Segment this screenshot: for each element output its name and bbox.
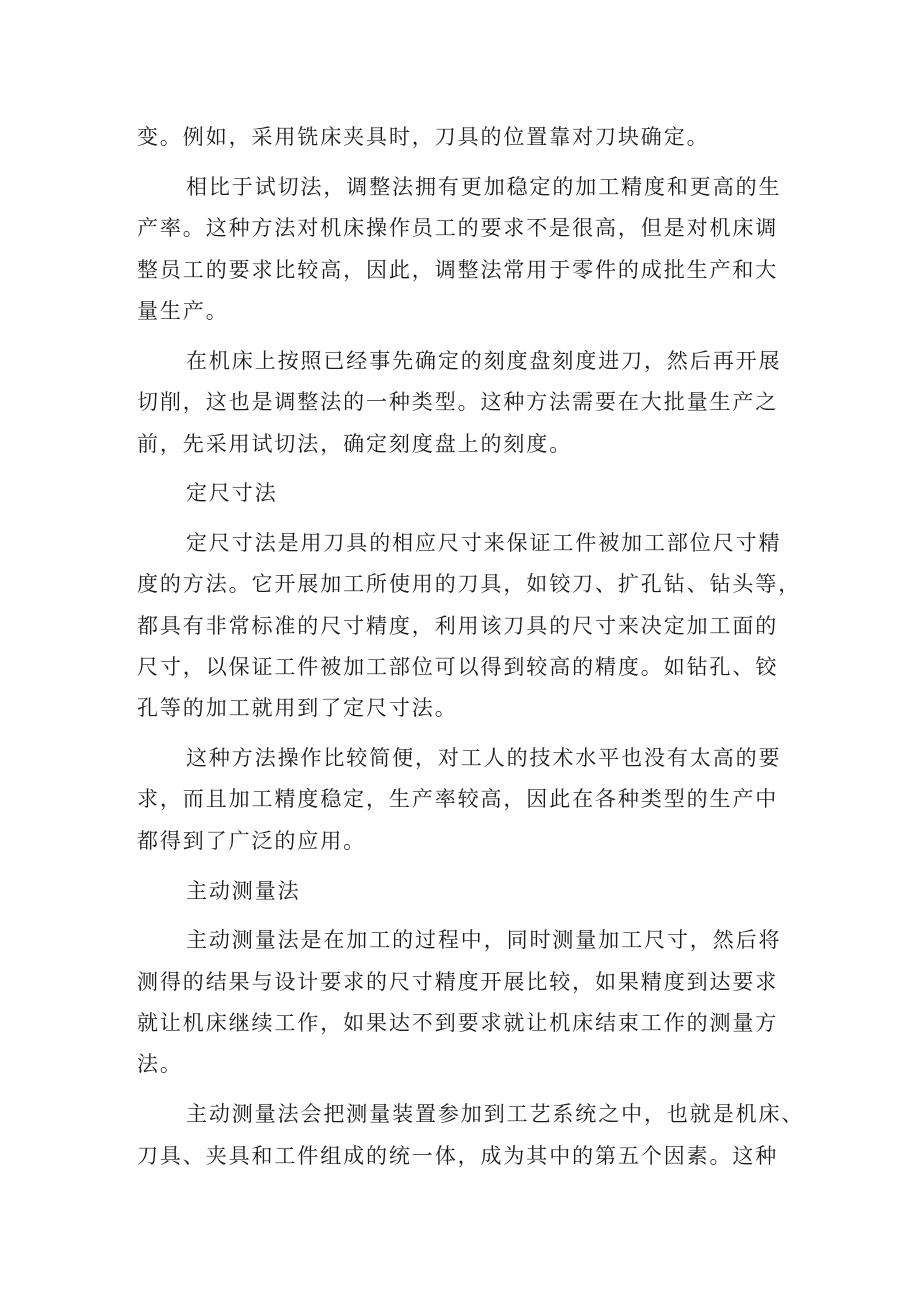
section-heading: 主动测量法 <box>186 879 301 903</box>
section-heading: 定尺寸法 <box>186 481 278 505</box>
paragraph-first-line: 这种方法操作比较简便，对工人的技术水平也没有太高的要 <box>186 746 782 770</box>
paragraph-first-line: 主动测量法会把测量装置参加到工艺系统之中，也就是机床、 <box>186 1102 805 1126</box>
text-line: 整员工的要求比较高，因此，调整法常用于零件的成批生产和大 <box>137 258 779 282</box>
paragraph-first-line: 定尺寸法是用刀具的相应尺寸来保证工件被加工部位尺寸精 <box>186 531 782 555</box>
text-line: 都具有非常标准的尺寸精度，利用该刀具的尺寸来决定加工面的 <box>137 614 779 638</box>
text-line: 尺寸，以保证工件被加工部位可以得到较高的精度。如钻孔、铰 <box>137 655 779 679</box>
text-line: 量生产。 <box>137 299 229 323</box>
paragraph-first-line: 主动测量法是在加工的过程中，同时测量加工尺寸，然后将 <box>186 928 782 952</box>
text-line: 刀具、夹具和工件组成的统一体，成为其中的第五个因素。这种 <box>137 1144 779 1168</box>
paragraph-first-line: 在机床上按照已经事先确定的刻度盘刻度进刀，然后再开展 <box>186 349 782 373</box>
text-line: 切削，这也是调整法的一种类型。这种方法需要在大批量生产之 <box>137 390 779 414</box>
text-line: 变。例如，采用铣床夹具时，刀具的位置靠对刀块确定。 <box>137 125 710 149</box>
paragraph-first-line: 相比于试切法，调整法拥有更加稳定的加工精度和更高的生 <box>186 175 782 199</box>
text-line: 就让机床继续工作，如果达不到要求就让机床结束工作的测量方 <box>137 1011 779 1035</box>
text-line: 产率。这种方法对机床操作员工的要求不是很高，但是对机床调 <box>137 216 779 240</box>
text-line: 前，先采用试切法，确定刻度盘上的刻度。 <box>137 432 573 456</box>
text-line: 求，而且加工精度稳定，生产率较高，因此在各种类型的生产中 <box>137 787 779 811</box>
text-line: 孔等的加工就用到了定尺寸法。 <box>137 696 458 720</box>
text-line: 测得的结果与设计要求的尺寸精度开展比较，如果精度到达要求 <box>137 970 779 994</box>
text-line: 度的方法。它开展加工所使用的刀具，如铰刀、扩孔钻、钻头等， <box>137 572 802 596</box>
text-line: 都得到了广泛的应用。 <box>137 829 366 853</box>
text-line: 法。 <box>137 1052 183 1076</box>
